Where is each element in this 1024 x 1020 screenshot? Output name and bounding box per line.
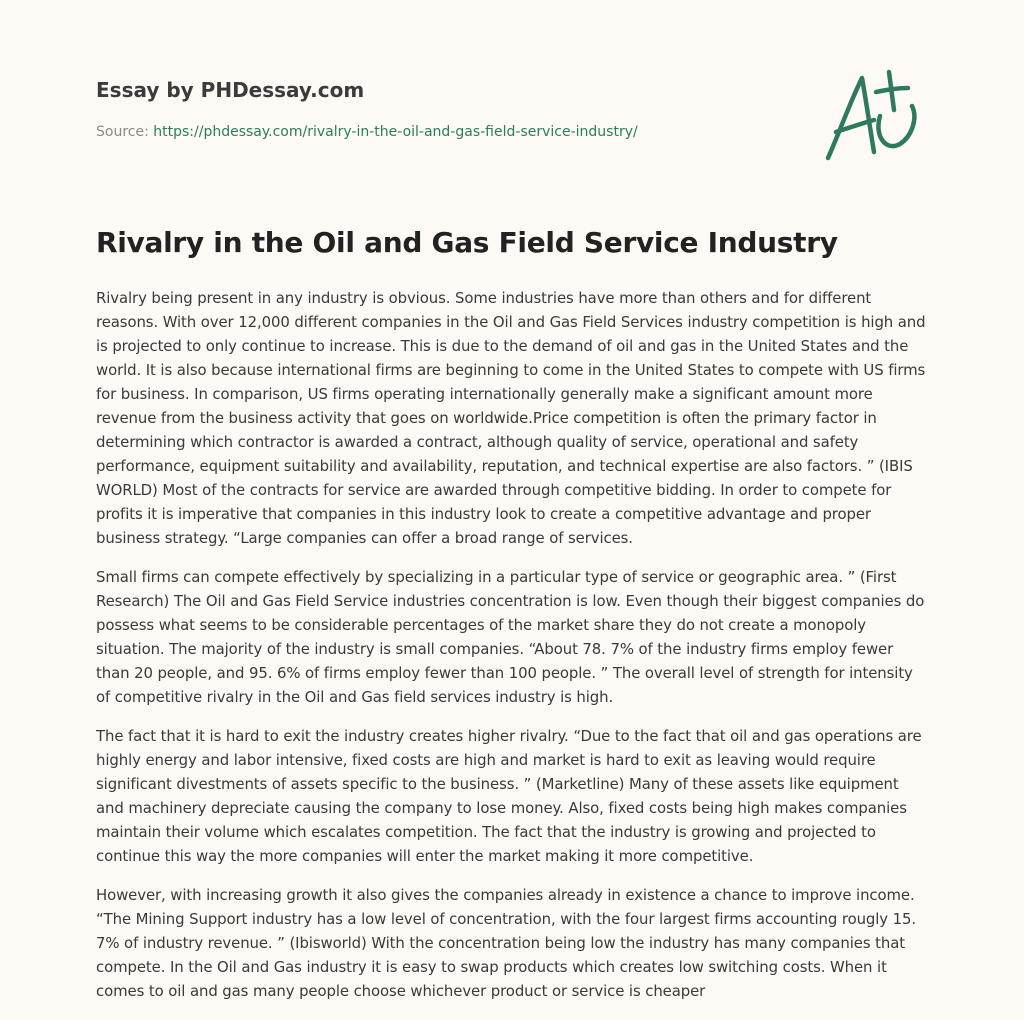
essay-paragraph: Rivalry being present in any industry is obvious. Some industries have more than others and for different reasons. With over 12,000 different companies in the Oil and Gas Field Services industry competition is high and is projected to only continue to increase. This is due to the demand of oil and gas in the United States and the world. It is also because international firms are beginning to come in the United States to compete with US firms for business. In comparison, US firms operating internationally generally make a significant amount more revenue from the business activity that goes on worldwide.Price competition is often the primary factor in determining which contractor is awarded a contract, although quality of service, operational and safety performance, equipment suitability and availability, reputation, and technical expertise are also factors. ” (IBIS WORLD) Most of the contracts for service are awarded through competitive bidding. In order to compete for profits it is imperative that companies in this industry look to create a competitive advantage and proper business strategy. “Large companies can offer a broad range of services. — [96, 289, 926, 547]
source-line — [96, 124, 638, 140]
source-label: Source: — [96, 124, 154, 140]
essay-paragraph: The fact that it is hard to exit the industry creates higher rivalry. “Due to the fact that oil and gas operations are highly energy and labor intensive, fixed costs are high and market is hard to exit as leaving would require significant divestments of assets specific to the business. ” (Marketline) Many of these assets like equipment and machinery depreciate causing the company to lose money. Also, fixed costs being high makes companies maintain their volume which escalates competition. The fact that the industry is growing and projected to continue this way the more companies will enter the market making it more competitive. — [96, 727, 922, 865]
source-link[interactable]: https://phdessay.com/rivalry-in-the-oil-and-gas-field-service-industry/ — [153, 124, 638, 140]
essay-title: Rivalry in the Oil and Gas Field Service Industry — [96, 226, 838, 259]
logo-a-stroke — [828, 78, 874, 158]
essay-paragraph: Small firms can compete effectively by specializing in a particular type of service or geographic area. ” (First Research) The Oil and Gas Field Service industries concentration is low. Even though their biggest companies do possess what seems to be considerable percentages of the market share they do not create a monopoly situation. The majority of the industry is small companies. “About 78. 7% of the industry firms employ fewer than 20 people, and 95. 6% of firms employ fewer than 100 people. ” The overall level of strength for intensity of competitive rivalry in the Oil and Gas field services industry is high. — [96, 568, 925, 706]
logo-circle-stroke — [878, 106, 914, 146]
site-brand: Essay by PHDessay.com — [96, 78, 365, 102]
essay-paragraph: However, with increasing growth it also gives the companies already in existence a chance to improve income. “The Mining Support industry has a low level of concentration, with the four largest firms accounting rougly 15. 7% of industry revenue. ” (Ibisworld) With the concentration being low the industry has many companies that compete. In the Oil and Gas industry it is easy to swap products which creates low switching costs. When it comes to oil and gas many people choose whichever product or service is cheaper — [96, 886, 917, 1000]
logo-plus-horizontal — [876, 88, 908, 92]
a-plus-logo-icon — [822, 66, 926, 166]
essay-body — [96, 286, 928, 1018]
